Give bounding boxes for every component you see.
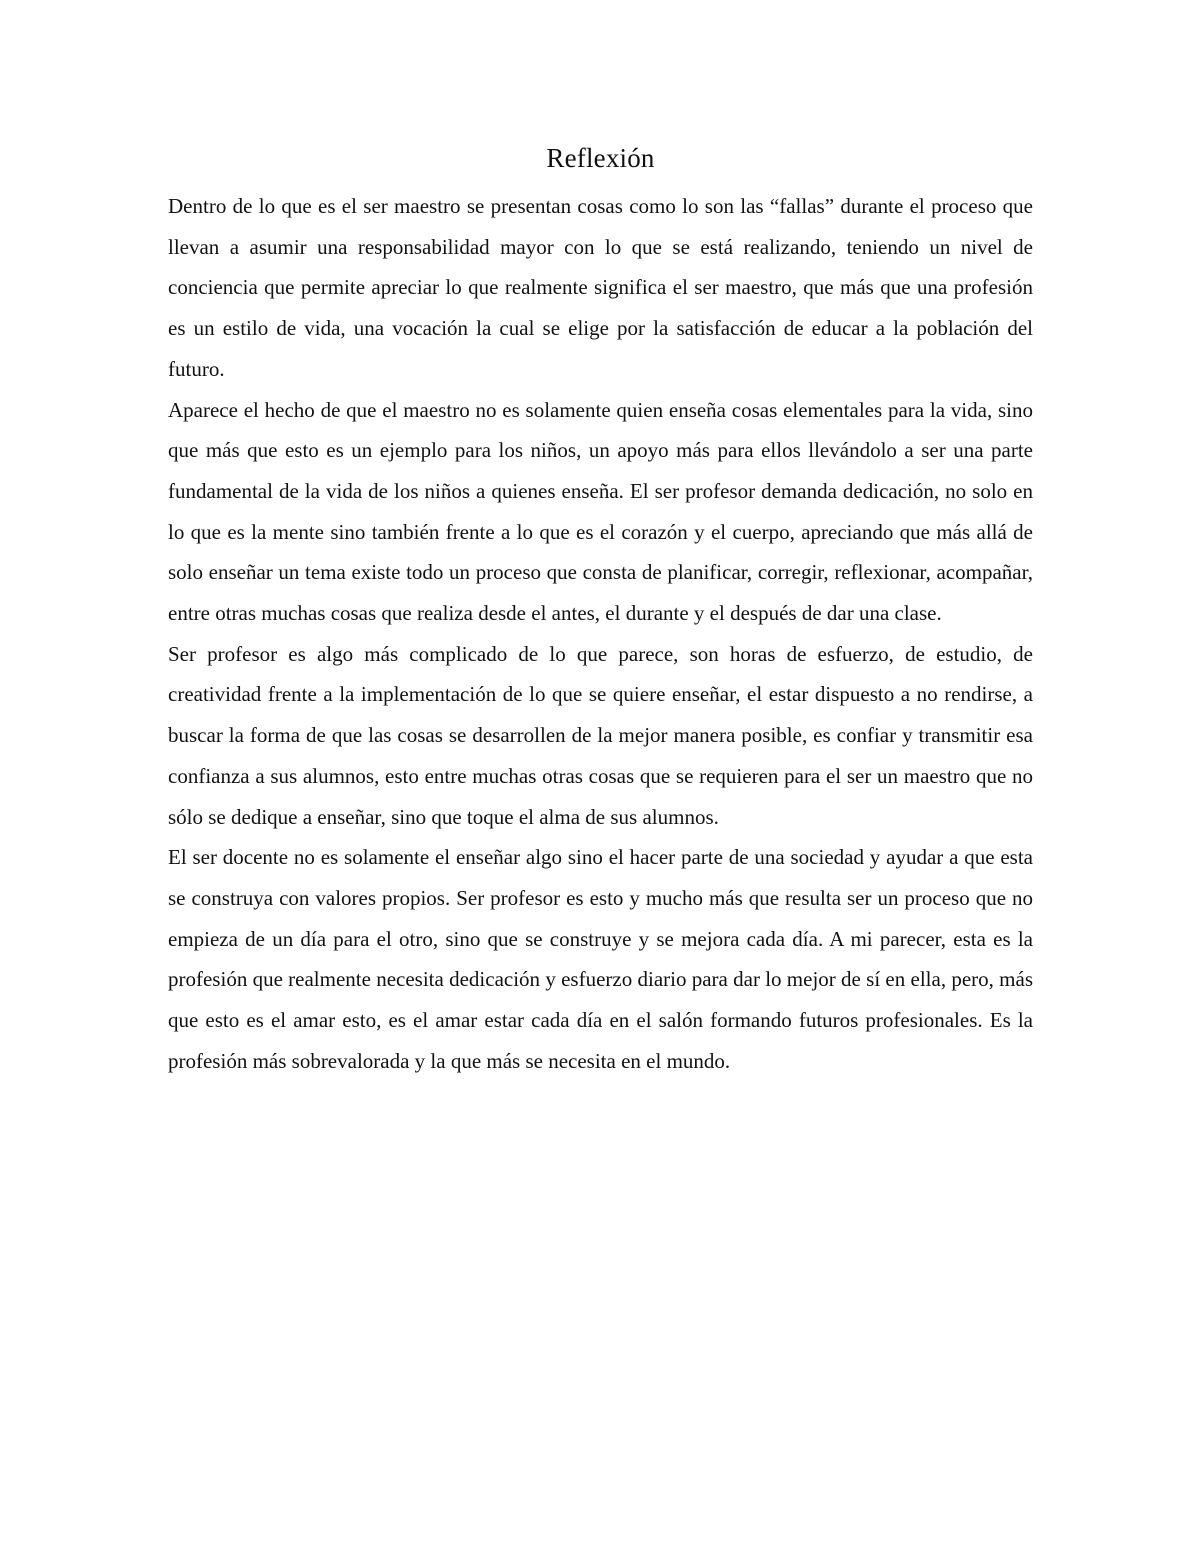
paragraph-2: Aparece el hecho de que el maestro no es solamente quien enseña cosas elementales para la vida, sino que más que esto es un ejemplo para los niños, un apoyo más para ellos llevándolo a ser una parte fundamental de la vida de los niños a quienes enseña. El ser profesor demanda dedicación, no solo en lo que es la mente sino también frente a lo que es el corazón y el cuerpo, apreciando que más allá de solo enseñar un tema existe todo un proceso que consta de planificar, corregir, reflexionar, acompañar, entre otras muchas cosas que realiza desde el antes, el durante y el después de dar una clase.: [168, 397, 1033, 626]
paragraph-1: Dentro de lo que es el ser maestro se presentan cosas como lo son las “fallas” durante el proceso que llevan a asumir una responsabilidad mayor con lo que se está realizando, teniendo un nivel de conciencia que permite apreciar lo que realmente significa el ser maestro, que más que una profesión es un estilo de vida, una vocación la cual se elige por la satisfacción de educar a la población del futuro.: [168, 194, 1033, 381]
paragraph-4: El ser docente no es solamente el enseñar algo sino el hacer parte de una sociedad y ayudar a que esta se construya con valores propios. Ser profesor es esto y mucho más que resulta ser un proceso que no empieza de un día para el otro, sino que se construye y se mejora cada día. A mi parecer, esta es la profesión que realmente necesita dedicación y esfuerzo diario para dar lo mejor de sí en ella, pero, más que esto es el amar esto, es el amar estar cada día en el salón formando futuros profesionales. Es la profesión más sobrevalorada y la que más se necesita en el mundo.: [168, 845, 1033, 1073]
document-title: Reflexión: [546, 143, 655, 173]
paragraph-3: Ser profesor es algo más complicado de lo que parece, son horas de esfuerzo, de estudio, de creatividad frente a la implementación de lo que se quiere enseñar, el estar dispuesto a no rendirse, a buscar la forma de que las cosas se desarrollen de la mejor manera posible, es confiar y transmitir esa confianza a sus alumnos, esto entre muchas otras cosas que se requieren para el ser un maestro que no sólo se dedique a enseñar, sino que toque el alma de sus alumnos.: [168, 641, 1033, 829]
document-body: [168, 138, 1033, 1081]
